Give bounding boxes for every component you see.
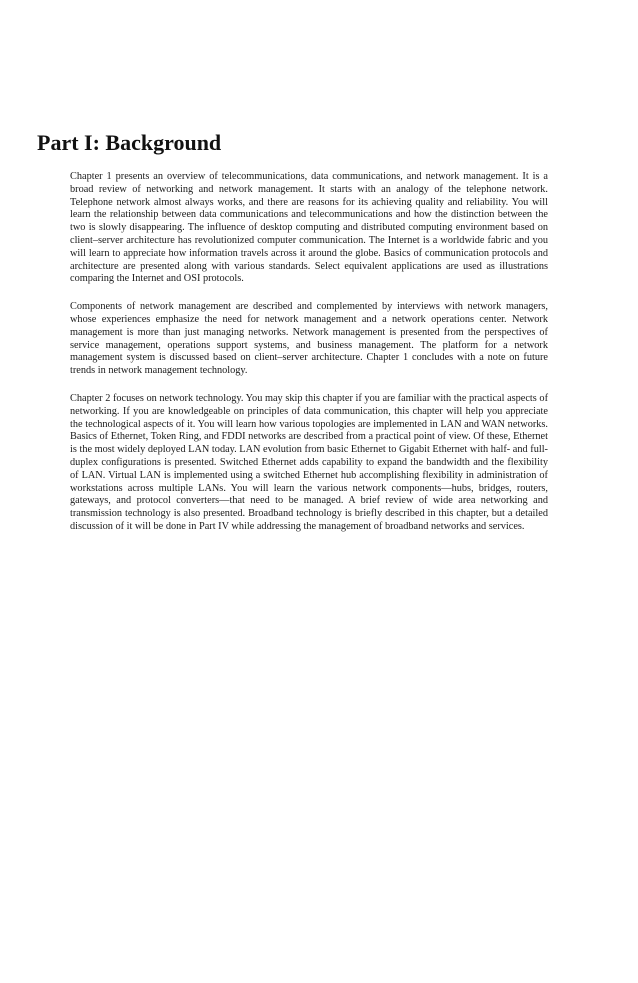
body-text — [70, 171, 548, 549]
paragraph-network-management-components: Components of network management are described and complemented by interviews with network managers, whose experiences emphasize the need for network management and a network operations center. Network management is more than just managing networks. Network management is presented from the perspectives of service management, operations support systems, and business management. The platform for a network management system is discussed based on client–server architecture. Chapter 1 concludes with a note on future trends in network management technology. — [70, 301, 548, 377]
paragraph-chapter2-network-technology: Chapter 2 focuses on network technology. You may skip this chapter if you are familiar with the practical aspects of networking. If you are knowledgeable on principles of data communication, this chapter will help you appreciate the technological aspects of it. You will learn how various topologies are implemented in LAN and WAN networks. Basics of Ethernet, Token Ring, and FDDI networks are described from a practical point of view. Of these, Ethernet is the most widely deployed LAN today. LAN evolution from basic Ethernet to Gigabit Ethernet with half- and full-duplex configurations is presented. Switched Ethernet adds capability to expand the bandwidth and the flexibility of LAN. Virtual LAN is implemented using a switched Ethernet hub accomplishing flexibility in administration of workstations across multiple LANs. You will learn the various network components—hubs, bridges, routers, gateways, and protocol converters—that need to be managed. A brief review of wide area networking and transmission technology is also presented. Broadband technology is briefly described in this chapter, but a detailed discussion of it will be done in Part IV while addressing the management of broadband networks and services. — [70, 392, 548, 532]
part-title: Part I: Background — [37, 130, 222, 155]
paragraph-chapter1-overview: Chapter 1 presents an overview of telecommunications, data communications, and network management. It is a broad review of networking and network management. It starts with an analogy of the telephone network. Telephone network almost always works, and there are reasons for its achieving quality and reliability. You will learn the relationship between data communications and telecommunications and how the distinction between the two is slowly disappearing. The influence of desktop computing and distributed computing environment based on client–server architecture has revolutionized computer communication. The Internet is a worldwide fabric and you will learn to appreciate how information travels across it around the globe. Basics of communication protocols and architecture are presented along with various standards. Select equivalent applications are used as illustrations comparing the Internet and OSI protocols. — [70, 171, 548, 285]
